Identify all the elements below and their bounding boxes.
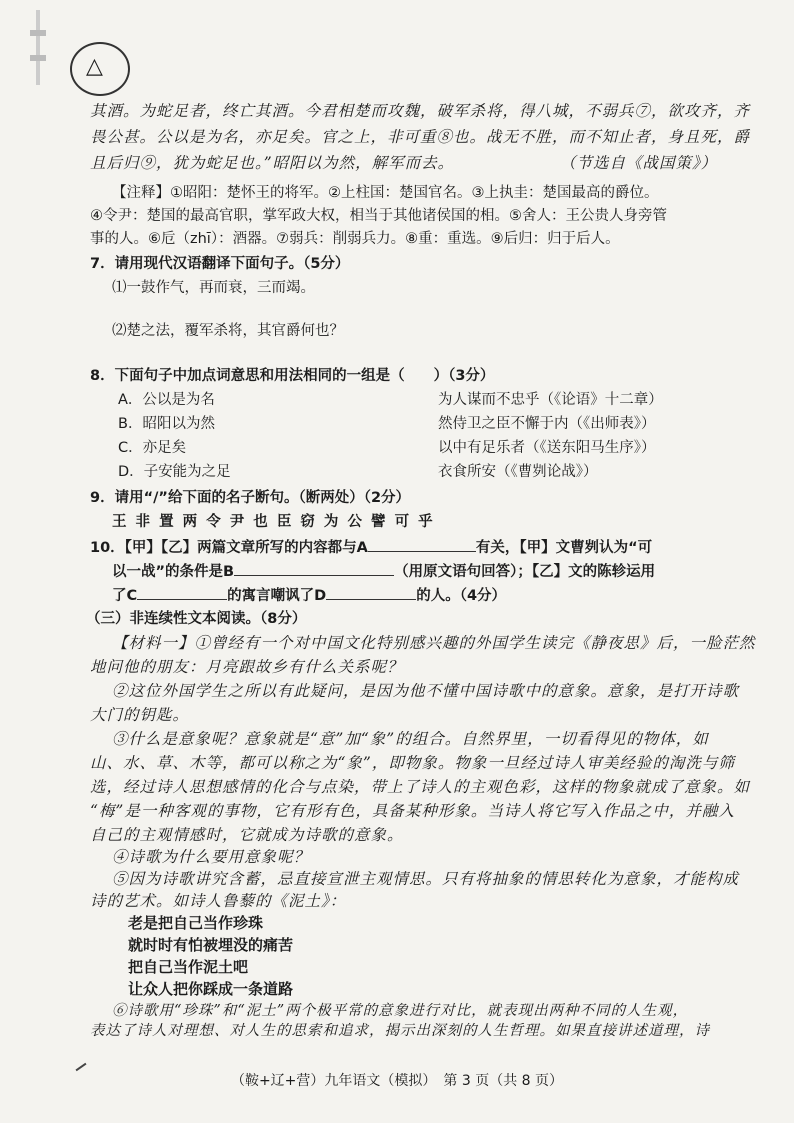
paragraph-line: ③什么是意象呢？意象就是“意”加“象”的组合。自然界里，一切看得见的物体，如 [112,730,709,748]
question-7-sentence-1: ⑴一鼓作气，再而衰，三而竭。 [112,280,315,296]
text-span: 且后归⑨，犹为蛇足也。”昭阳以为然，解军而去。 [90,154,455,172]
paragraph-line: 选，经过诗人思想感情的化合与点染，带上了诗人的主观色彩，这样的物象就成了意象。如 [90,778,751,796]
option-left: A．公以是为名 [118,392,215,408]
question-8-option [118,437,734,459]
paragraph-line: 山、水、草、木等，都可以称之为“象”，即物象。物象一旦经过诗人审美经验的淘洗与筛 [90,754,735,772]
question-10-line [90,537,734,559]
question-8-option [118,389,734,411]
answer-blank-a[interactable] [368,537,476,552]
question-7-title: 7．请用现代汉语翻译下面句子。（5分） [90,256,350,272]
option-left: B．昭阳以为然 [118,416,215,432]
notes-line: 【注释】①昭阳：楚怀王的将军。②上柱国：楚国官名。③上执圭：楚国最高的爵位。 [112,185,659,201]
notes-line: 事的人。⑥卮（zhī）：酒器。⑦弱兵：削弱兵力。⑧重：重选。⑨后归：归于后人。 [90,231,620,247]
answer-blank-b[interactable] [234,561,394,576]
question-8-option [118,461,734,483]
option-right: 衣食所安（《曹刿论战》） [438,464,598,480]
page-stamp [70,42,130,96]
text-line: 畏公甚。公以是为名，亦足矣。官之上，非可重⑧也。战无不胜，而不知止者，身且死，爵 [90,128,751,146]
page-footer: （鞍+辽+营）九年语文（模拟） 第 3 页（共 8 页） [230,1073,564,1089]
poem-line: 把自己当作泥土吧 [128,958,249,976]
paragraph-line: 地问他的朋友：月亮跟故乡有什么关系呢？ [90,658,404,676]
poem-line: 就时时有怕被埋没的痛苦 [128,936,294,954]
option-right: 为人谋而不忠乎（《论语》十二章） [438,392,663,408]
text-span: （用原文语句回答）；【乙】文的陈轸运用 [394,564,656,580]
stamp-icon: △ [86,54,103,79]
question-7-sentence-2: ⑵楚之法，覆军杀将，其官爵何也？ [112,323,344,339]
binding-mark [28,10,50,85]
poem-line: 老是把自己当作珍珠 [128,914,264,932]
text-line [90,152,734,174]
text-span: 10．【甲】【乙】两篇文章所写的内容都与A [90,540,368,556]
option-left: C．亦足矣 [118,440,187,456]
question-9-text: 王 非 置 两 令 尹 也 臣 窃 为 公 譬 可 乎 [112,514,435,530]
option-left: D．子安能为之足 [118,464,231,480]
answer-blank-d[interactable] [326,585,416,600]
paragraph-line: 表达了诗人对理想、对人生的思索和追求，揭示出深刻的人生哲理。如果直接讲述道理，诗 [90,1023,710,1039]
text-line: 其酒。为蛇足者，终亡其酒。今君相楚而攻魏，破军杀将，得八城，不弱兵⑦，欲攻齐，齐 [90,102,751,120]
option-right: 以中有足乐者（《送东阳马生序》） [438,440,656,456]
answer-blank-c[interactable] [137,585,227,600]
notes-line: ④令尹：楚国的最高官职，掌军政大权，相当于其他诸侯国的相。⑤舍人：王公贵人身旁管 [90,208,667,224]
question-8-title: 8．下面句子中加点词意思和用法相同的一组是（ ）（3分） [90,368,495,384]
text-span: 有关，【甲】文曹刿认为“可 [475,540,653,556]
paragraph-line: ⑥诗歌用“珍珠”和“泥土”两个极平常的意象进行对比，就表现出两种不同的人生观， [112,1003,689,1019]
text-span: 的寓言嘲讽了D [227,588,327,604]
paragraph-line: ④诗歌为什么要用意象呢？ [112,848,311,866]
question-10-line [112,561,734,583]
question-9-title: 9．请用“/”给下面的名子断句。（断两处）（2分） [90,490,411,506]
paragraph-line: 自己的主观情感时，它就成为诗歌的意象。 [90,826,404,844]
text-span: 了C [112,588,138,604]
paragraph-line: 【材料一】①曾经有一个对中国文化特别感兴趣的外国学生读完《静夜思》后，一脸茫然 [112,634,756,652]
poem-line: 让众人把你踩成一条道路 [128,980,294,998]
paragraph-line: 诗的艺术。如诗人鲁藜的《泥土》： [90,892,347,910]
source-note: （节选自《战国策》） [560,154,718,172]
section-3-title: （三）非连续性文本阅读。（8分） [86,611,307,627]
option-right: 然侍卫之臣不懈于内（《出师表》） [438,416,656,432]
text-span: 的人。（4分） [416,588,507,604]
paragraph-line: “梅”是一种客观的事物，它有形有色，具备某种形象。当诗人将它写入作品之中，并融入 [90,802,735,820]
paragraph-line: ②这位外国学生之所以有此疑问，是因为他不懂中国诗歌中的意象。意象，是打开诗歌 [112,682,740,700]
paragraph-line: ⑤因为诗歌讲究含蓄，忌直接宣泄主观情思。只有将抽象的情思转化为意象，才能构成 [112,870,740,888]
question-10-line [112,585,734,607]
text-span: 以一战”的条件是B [112,564,235,580]
question-8-option [118,413,734,435]
paragraph-line: 大门的钥匙。 [90,706,190,724]
